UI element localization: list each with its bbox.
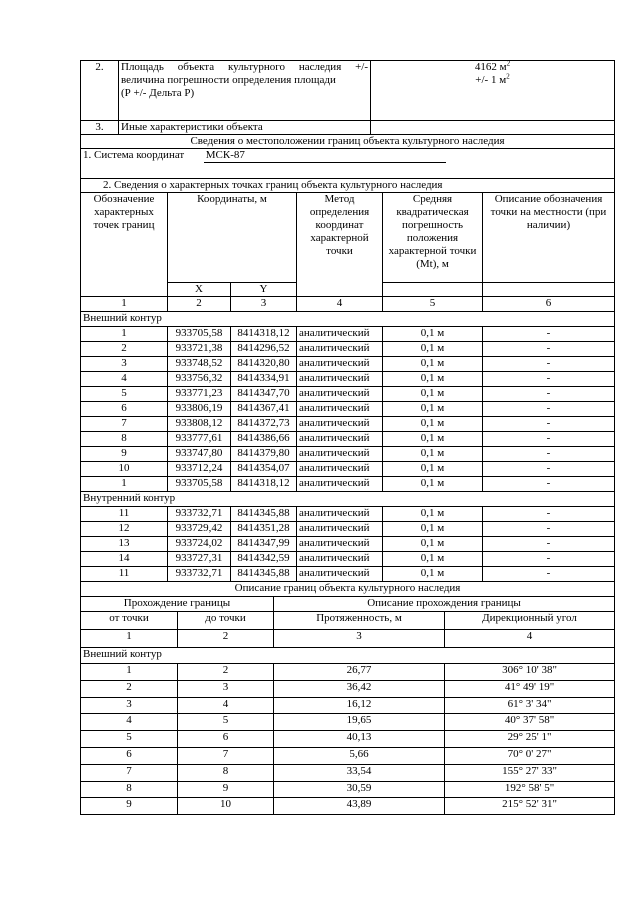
header-from-point: от точки [81,612,178,630]
table-cell: аналитический [297,462,383,477]
table-cell: - [483,447,615,462]
table-row [81,327,615,342]
table-row [81,537,615,552]
table-cell: 0,1 м [383,537,483,552]
table-cell: аналитический [297,447,383,462]
header-y: Y [231,283,297,297]
table-cell: аналитический [297,567,383,582]
table-cell: - [483,357,615,372]
table-cell: 933724,02 [168,537,231,552]
table-cell: - [483,462,615,477]
table-cell: 1 [81,327,168,342]
table-cell: 9 [178,781,274,798]
table-cell: 40,13 [274,731,445,748]
area-label-text: Площадь объекта культурного наследия +/- величина погрешности определения площади [121,61,368,86]
empty-cell [371,121,615,135]
empty-cell [483,283,615,297]
table-cell: аналитический [297,417,383,432]
table-cell: 2 [178,664,274,681]
table-cell: 26,77 [274,664,445,681]
col-number: 1 [81,297,168,312]
area-value-text: 4162 м [474,61,507,73]
table-row [81,507,615,522]
table-cell: 29° 25' 1" [445,731,615,748]
table-cell: аналитический [297,522,383,537]
area-row [81,61,615,121]
table-cell: 933777,61 [168,432,231,447]
table-cell: 933747,80 [168,447,231,462]
table-cell: 933712,24 [168,462,231,477]
col-number: 4 [297,297,383,312]
table-cell: 7 [81,417,168,432]
col-number: 5 [383,297,483,312]
table-cell: 933808,12 [168,417,231,432]
table-row [81,372,615,387]
error-unit-exponent: 2 [506,72,510,81]
other-characteristics-label: Иные характеристики объекта [119,121,371,135]
table-row [81,357,615,372]
table-row [81,462,615,477]
table-cell: 8414372,73 [231,417,297,432]
coordinate-system-row [81,149,615,179]
row-number: 2. [81,61,119,121]
header-border-passage: Прохождение границы [81,597,274,612]
inner-points-body [81,507,615,582]
empty-cell [383,283,483,297]
table-cell: аналитический [297,477,383,492]
table-cell: 0,1 м [383,552,483,567]
table-cell: аналитический [297,327,383,342]
area-unit-exponent: 2 [506,60,511,68]
table-cell: аналитический [297,402,383,417]
location-section-title: Сведения о местоположении границ объекта культурного наследия [81,135,615,149]
table-row [81,664,615,681]
table-row [81,417,615,432]
table-cell: 0,1 м [383,372,483,387]
table-cell: - [483,327,615,342]
table-cell: аналитический [297,537,383,552]
table-cell: 11 [81,507,168,522]
header-border-description: Описание прохождения границы [274,597,615,612]
table-row [81,680,615,697]
table-row [81,731,615,748]
table-cell: 8414367,41 [231,402,297,417]
table-cell: 13 [81,537,168,552]
border-description-table [80,581,615,815]
points-section-title: 2. Сведения о характерных точках границ объекта культурного наследия [81,179,615,193]
table-cell: 8414296,52 [231,342,297,357]
table-cell: - [483,432,615,447]
table-cell: 0,1 м [383,432,483,447]
table-cell: 0,1 м [383,477,483,492]
table-cell: 0,1 м [383,507,483,522]
table-cell: 10 [81,462,168,477]
table-cell: - [483,402,615,417]
table-cell: 8414318,12 [231,327,297,342]
table-cell: 40° 37' 58" [445,714,615,731]
area-error-text: +/- 1 м [475,74,507,86]
table-cell: 8414342,59 [231,552,297,567]
table-cell: 5 [81,387,168,402]
table-cell: 10 [178,798,274,815]
table-cell: 43,89 [274,798,445,815]
table-row [81,798,615,815]
table-cell: 0,1 м [383,342,483,357]
table-cell: 0,1 м [383,387,483,402]
col-number: 4 [445,630,615,648]
table-cell: 8 [178,764,274,781]
outer-points-body [81,327,615,492]
outer-contour-label: Внешний контур [81,312,615,327]
table-cell: 8414345,88 [231,507,297,522]
table-cell: аналитический [297,357,383,372]
border-rows-body [81,664,615,815]
table-cell: аналитический [297,342,383,357]
table-cell: 8414379,80 [231,447,297,462]
table-cell: 0,1 м [383,462,483,477]
table-cell: 8414318,12 [231,477,297,492]
table-cell: 0,1 м [383,447,483,462]
table-row [81,781,615,798]
table-cell: 8414351,28 [231,522,297,537]
table-cell: 6 [178,731,274,748]
table-cell: аналитический [297,387,383,402]
table-row [81,342,615,357]
table-cell: 14 [81,552,168,567]
table-cell: 2 [81,680,178,697]
table-row [81,402,615,417]
other-characteristics-row [81,121,615,135]
border-section-title: Описание границ объекта культурного наследия [81,582,615,597]
table-cell: 0,1 м [383,402,483,417]
col-number: 6 [483,297,615,312]
table-cell: 2 [81,342,168,357]
table-cell: 933705,58 [168,477,231,492]
table-cell: 41° 49' 19" [445,680,615,697]
table-cell: - [483,342,615,357]
table-cell: 8414347,99 [231,537,297,552]
table-cell: 12 [81,522,168,537]
table-cell: - [483,567,615,582]
col-number: 2 [178,630,274,648]
table-cell: 0,1 м [383,357,483,372]
table-cell: 933727,31 [168,552,231,567]
table-cell: 7 [178,747,274,764]
table-row [81,567,615,582]
characteristic-points-table [80,192,615,582]
table-cell: 4 [178,697,274,714]
table-cell: 6 [81,402,168,417]
table-cell: 16,12 [274,697,445,714]
table-cell: 61° 3' 34" [445,697,615,714]
object-characteristics-table [80,60,615,193]
table-row [81,764,615,781]
table-row [81,432,615,447]
col-number: 1 [81,630,178,648]
table-row [81,387,615,402]
table-cell: 9 [81,798,178,815]
header-to-point: до точки [178,612,274,630]
table-cell: - [483,537,615,552]
table-cell: аналитический [297,507,383,522]
table-row [81,714,615,731]
border-outer-contour-label: Внешний контур [81,648,615,664]
table-row [81,552,615,567]
table-row [81,447,615,462]
inner-contour-label: Внутренний контур [81,492,615,507]
table-cell: - [483,552,615,567]
table-cell: 0,1 м [383,522,483,537]
area-label [119,61,371,121]
table-cell: 8 [81,432,168,447]
table-cell: 3 [178,680,274,697]
table-cell: 8414386,66 [231,432,297,447]
coord-system-value: МСК-87 [204,149,446,163]
table-cell: 933721,38 [168,342,231,357]
header-coordinates: Координаты, м [168,193,297,283]
table-cell: 6 [81,747,178,764]
table-cell: 5,66 [274,747,445,764]
table-cell: 33,54 [274,764,445,781]
table-cell: 933748,52 [168,357,231,372]
col-number: 3 [231,297,297,312]
table-cell: 192° 58' 5" [445,781,615,798]
col-number: 2 [168,297,231,312]
header-x: X [168,283,231,297]
table-cell: 8414334,91 [231,372,297,387]
table-cell: - [483,507,615,522]
table-cell: 933806,19 [168,402,231,417]
table-cell: 1 [81,477,168,492]
table-cell: 0,1 м [383,327,483,342]
points-header-row [81,193,615,283]
table-cell: 36,42 [274,680,445,697]
header-direction-angle: Дирекционный угол [445,612,615,630]
column-numbers-row [81,297,615,312]
table-cell: 8414354,07 [231,462,297,477]
coord-system-label: 1. Система координат [83,149,185,161]
table-cell: 8 [81,781,178,798]
table-cell: аналитический [297,432,383,447]
header-method: Метод определения координат характерной точки [297,193,383,297]
table-cell: 5 [81,731,178,748]
table-cell: 9 [81,447,168,462]
table-cell: 11 [81,567,168,582]
col-number: 3 [274,630,445,648]
table-cell: 933756,32 [168,372,231,387]
table-row [81,747,615,764]
table-cell: 933729,42 [168,522,231,537]
table-cell: 0,1 м [383,417,483,432]
table-cell: аналитический [297,372,383,387]
table-cell: 3 [81,697,178,714]
table-cell: 8414347,70 [231,387,297,402]
table-row [81,477,615,492]
header-error: Средняя квадратическая погрешность положения характерной точки (Mt), м [383,193,483,283]
table-cell: 933732,71 [168,567,231,582]
table-cell: 0,1 м [383,567,483,582]
table-cell: 7 [81,764,178,781]
table-cell: 215° 52' 31" [445,798,615,815]
table-cell: - [483,417,615,432]
table-cell: аналитический [297,552,383,567]
header-point-designation: Обозначение характерных точек границ [81,193,168,297]
header-length: Протяженность, м [274,612,445,630]
table-cell: - [483,522,615,537]
table-cell: 5 [178,714,274,731]
table-cell: 306° 10' 38" [445,664,615,681]
table-cell: 933705,58 [168,327,231,342]
table-cell: 8414320,80 [231,357,297,372]
table-row [81,522,615,537]
header-description: Описание обозначения точки на местности (при наличии) [483,193,615,283]
table-cell: 30,59 [274,781,445,798]
table-cell: 70° 0' 27" [445,747,615,764]
table-cell: 4 [81,372,168,387]
table-cell: 19,65 [274,714,445,731]
table-cell: 3 [81,357,168,372]
table-row [81,697,615,714]
table-cell: - [483,477,615,492]
table-cell: - [483,387,615,402]
area-value [371,61,615,121]
table-cell: 8414345,88 [231,567,297,582]
table-cell: 933732,71 [168,507,231,522]
area-label-formula: (Р +/- Дельта Р) [121,87,195,99]
document-page [80,60,614,815]
table-cell: 1 [81,664,178,681]
table-cell: - [483,372,615,387]
table-cell: 155° 27' 33" [445,764,615,781]
table-cell: 4 [81,714,178,731]
row-number: 3. [81,121,119,135]
table-cell: 933771,23 [168,387,231,402]
